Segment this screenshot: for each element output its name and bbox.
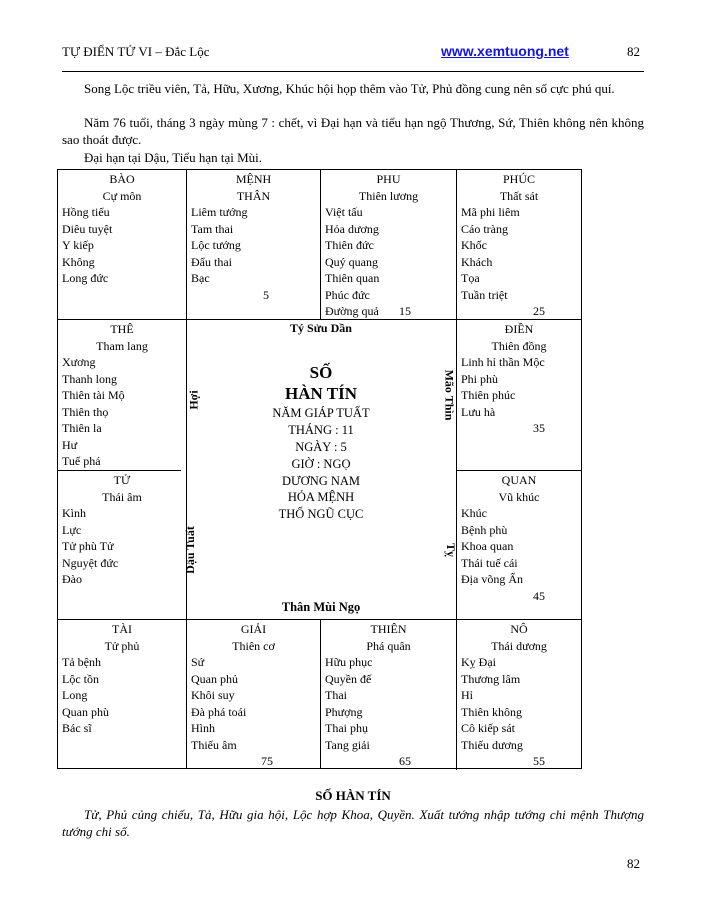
palace-name: GIẢI [240, 622, 267, 636]
palace-name: ĐIỀN [504, 322, 534, 336]
star: Thiên thọ [62, 404, 109, 419]
palace-number: 45 [533, 589, 545, 603]
palace-name: QUAN [501, 473, 537, 487]
star: Thanh long [62, 371, 117, 386]
star: Thiên đức [325, 238, 374, 252]
star: Khúc [461, 506, 487, 520]
palace-main-star: Phá quân [366, 638, 411, 653]
palace-main-star: Cự môn [102, 188, 142, 203]
star: Đào [62, 572, 82, 586]
star: Phượng [325, 704, 363, 719]
star: Tuế phá [62, 454, 101, 468]
palace-number: 55 [533, 754, 545, 768]
commentary-paragraph: Tử, Phủ củng chiếu, Tả, Hữu gia hội, Lộc hợp Khoa, Quyền. Xuất tướng nhập tướng chi mệnh Thượng tướng chi số. [62, 807, 644, 839]
palace-phuc [457, 170, 581, 319]
palace-name: NÔ [510, 622, 528, 636]
star: Y kiếp [62, 238, 94, 252]
palace-dien [457, 320, 581, 470]
star: Tọa [461, 271, 480, 285]
center-right-upper-branch: Mão Thìn [442, 369, 457, 421]
section-title: SỐ HÀN TÍN [315, 788, 391, 803]
center-right-lower-branch: Tỵ [444, 542, 459, 558]
center-hour: GIỜ : NGỌ [291, 457, 351, 471]
star: Thiên quan [325, 271, 380, 285]
star: Thiên phúc [461, 388, 516, 402]
star: Không [62, 254, 95, 269]
palace-the [58, 320, 186, 470]
palace-main-star: Thiên cơ [232, 638, 275, 653]
palace-number: 5 [263, 288, 269, 302]
intro-paragraph-3: Đại hạn tại Dậu, Tiểu hạn tại Mùi. [84, 150, 263, 165]
star: Việt tấu [325, 205, 363, 219]
palace-no [457, 620, 581, 768]
star: Thai phụ [325, 721, 368, 735]
palace-tai [58, 620, 186, 768]
palace-bao [58, 170, 186, 319]
star: Đà phá toái [191, 704, 247, 719]
star: Phúc đức [325, 287, 370, 302]
star: Lưu hà [461, 404, 496, 419]
header-title: TỰ ĐIỂN TỬ VI – Đắc Lộc [62, 44, 210, 59]
star: Thiên tài Mộ [62, 388, 125, 402]
star: Long [62, 688, 88, 702]
center-left-lower-branch: Dậu Tuất [182, 526, 197, 574]
header-page-number: 82 [627, 44, 640, 59]
chart-center [182, 317, 459, 619]
palace-name: TÀI [112, 622, 132, 636]
star: Hữu phục [325, 655, 373, 669]
palace-main-star: Tử phủ [104, 638, 140, 653]
star: Khoa quan [461, 539, 514, 553]
star: Khôi suy [191, 688, 235, 702]
center-bottom-branches: Thân Mùi Ngọ [281, 600, 361, 614]
star: Bạc [191, 271, 210, 285]
star: Hư [62, 437, 78, 452]
star: Tử phù Tử [62, 539, 114, 553]
center-day: NGÀY : 5 [295, 440, 347, 454]
star: Khốc [461, 238, 487, 252]
center-top-branches: Tý Sửu Dần [290, 321, 352, 335]
center-element: HỎA MỆNH [287, 490, 355, 504]
palace-name: PHÚC [502, 172, 535, 186]
star: Liêm tướng [191, 205, 248, 219]
star: Đường quả [325, 304, 379, 318]
star: Long đức [62, 271, 109, 285]
star: Phi phù [461, 371, 499, 386]
palace-thien [321, 620, 456, 768]
footer-page-number: 82 [627, 856, 640, 871]
star: Sứ [191, 655, 205, 669]
palace-name: TỬ [113, 473, 131, 487]
center-name: HÀN TÍN [285, 384, 357, 403]
center-yin-yang: DƯƠNG NAM [281, 474, 361, 488]
palace-main-star: Thiên đồng [491, 338, 547, 353]
star: Linh hỉ thần Mộc [461, 355, 545, 369]
star: Tả bệnh [62, 655, 101, 669]
palace-number: 65 [399, 754, 411, 768]
star: Hỏa dương [325, 221, 379, 236]
star: Lộc tướng [191, 238, 241, 252]
star: Thiên không [461, 704, 522, 719]
star: Kình [62, 506, 86, 520]
star: Hỉ [461, 688, 473, 702]
star: Quý quang [325, 254, 378, 269]
palace-name: THIÊN [370, 622, 407, 636]
palace-phu [321, 170, 456, 319]
star: Thái tuế cái [461, 555, 518, 570]
star: Tuần triệt [461, 287, 508, 302]
star: Hình [191, 721, 215, 735]
star: Diêu tuyệt [62, 221, 113, 236]
palace-menh [187, 170, 320, 319]
star: Cô kiếp sát [461, 721, 515, 735]
star: Thiên la [62, 421, 102, 435]
center-month: THÁNG : 11 [288, 423, 354, 437]
star: Thiếu âm [191, 737, 237, 752]
star: Quan phù [62, 704, 109, 719]
palace-name: THÊ [110, 322, 134, 336]
star: Tam thai [191, 221, 234, 236]
header-rule [62, 71, 644, 72]
palace-main-star: Thái âm [102, 489, 142, 504]
star: Cáo tràng [461, 221, 508, 236]
palace-number: 25 [533, 304, 545, 318]
palace-main-star: Thái dương [491, 638, 547, 653]
palace-number: 75 [261, 754, 273, 768]
star: Tang giải [325, 737, 370, 752]
star: Thai [325, 688, 347, 702]
star: Đẩu thai [191, 254, 232, 269]
palace-number: 35 [533, 421, 545, 435]
star: Bệnh phù [461, 522, 508, 537]
palace-name: BÀO [109, 172, 135, 186]
center-heading: SỐ [309, 363, 333, 382]
star: Lộc tồn [62, 671, 99, 686]
palace-number: 15 [399, 304, 411, 318]
center-cuc: THỔ NGŨ CỤC [278, 507, 364, 521]
star: Thiếu dương [461, 737, 523, 752]
star: Xương [62, 355, 96, 369]
palace-main-star: THÂN [236, 188, 271, 203]
palace-name: PHU [376, 172, 401, 186]
palace-tu [58, 471, 186, 619]
star: Quan phủ [191, 671, 238, 686]
star: Kỵ Đại [461, 655, 496, 669]
intro-paragraph-2: Năm 76 tuổi, tháng 3 ngày mùng 7 : chết, vì Đại hạn và tiểu hạn ngộ Thương, Sứ, Thiên không nên không sao thoát được. [62, 115, 644, 147]
star: Mã phi liêm [461, 205, 520, 219]
intro-paragraph-1: Song Lộc triều viên, Tả, Hữu, Xương, Khúc hội họp thêm vào Tử, Phủ đồng cung nên số cực phú quí. [84, 81, 615, 96]
horoscope-chart [57, 169, 582, 769]
center-year: NĂM GIÁP TUẤT [272, 406, 370, 420]
palace-quan [457, 471, 581, 619]
palace-name: MỆNH [235, 172, 272, 186]
star: Bác sĩ [62, 721, 92, 735]
star: Thương lâm [461, 671, 521, 686]
star: Nguyệt đức [62, 555, 119, 570]
palace-main-star: Vũ khúc [498, 489, 540, 504]
palace-main-star: Tham lang [96, 338, 148, 353]
palace-main-star: Thiên lương [358, 188, 419, 203]
star: Khách [461, 254, 493, 269]
star: Hồng tiểu [62, 205, 110, 219]
star: Lực [62, 522, 82, 537]
center-left-upper-branch: Hợi [186, 390, 201, 410]
star: Địa võng Ấn [461, 572, 523, 586]
star: Quyền đế [325, 671, 372, 686]
website-link[interactable]: www.xemtuong.net [441, 43, 569, 59]
palace-main-star: Thất sát [499, 188, 539, 203]
palace-giai [187, 620, 320, 768]
